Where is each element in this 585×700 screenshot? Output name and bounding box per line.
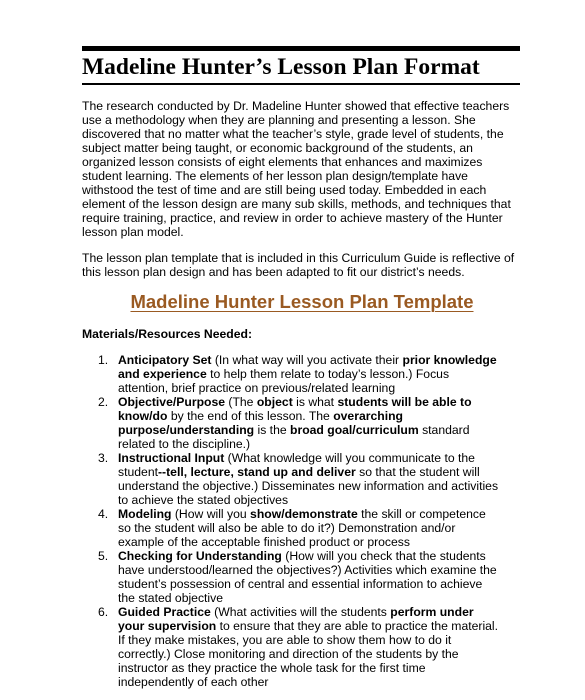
list-item-text [118, 549, 501, 605]
title-bottom-rule [82, 83, 520, 85]
list-item-text [118, 353, 501, 395]
materials-label: Materials/Resources Needed: [82, 327, 253, 341]
list-item-number: 4. [98, 507, 109, 521]
list-item-text [118, 605, 501, 689]
list-item-text [118, 395, 501, 451]
bold-text: object [256, 395, 293, 409]
steps-list [0, 353, 585, 689]
text: to ensure that they are able to practice the material. If they make mistakes, you are able to show them how to do it correctly.) Close monitoring and direction of the students by the instructor as they practice the whole task for the first time independently of each other [118, 619, 499, 689]
bold-text: Modeling [118, 507, 172, 521]
text: (The [225, 395, 257, 409]
list-item-number: 2. [98, 395, 109, 409]
text: (What knowledge will you communicate to the student [118, 451, 475, 479]
template-paragraph: The lesson plan template that is included in this Curriculum Guide is reflective of this lesson plan design and has been adapted to fit our district’s needs. [82, 251, 515, 279]
text: is what [292, 395, 338, 409]
bold-text: prior knowledge and experience [118, 353, 497, 381]
bold-text: show/demonstrate [250, 507, 358, 521]
list-item-number: 5. [98, 549, 109, 563]
list-item-number: 1. [98, 353, 109, 367]
title-top-rule [82, 46, 520, 51]
text: is the [254, 423, 291, 437]
bold-text: --tell, lecture, stand up and deliver [157, 465, 356, 479]
list-item [0, 451, 585, 507]
list-item [0, 507, 585, 549]
text: (How will you check that the students have understood/learned the objectives?) Activities which examine the student’s possession of central and essential information to achieve the stated objective [118, 549, 497, 605]
text: by the end of this lesson. The [167, 409, 334, 423]
bold-text: Instructional Input [118, 451, 225, 465]
bold-text: Objective/Purpose [118, 395, 226, 409]
document-title: Madeline Hunter’s Lesson Plan Format [82, 54, 480, 80]
list-item [0, 549, 585, 605]
list-item-text [118, 507, 501, 549]
text: so that the student will understand the objective.) Disseminates new information and activities to achieve the stated objectives [118, 465, 499, 507]
bold-text: Anticipatory Set [118, 353, 212, 367]
text: (In what way will you activate their [211, 353, 400, 367]
list-item [0, 395, 585, 451]
text: to help them relate to today’s lesson.) Focus attention, brief practice on previous/related learning [118, 367, 450, 395]
template-title: Madeline Hunter Lesson Plan Template [130, 291, 474, 312]
text: (What activities will the students [210, 605, 391, 619]
list-item-text [118, 451, 501, 507]
bold-text: broad goal/curriculum [290, 423, 419, 437]
bold-text: overarching purpose/understanding [118, 409, 403, 437]
text: the skill or competence so the student will also be able to do it?) Demonstration and/or example of the acceptable finished product or process [118, 507, 486, 549]
list-item [0, 605, 585, 689]
list-item [0, 353, 585, 395]
intro-paragraph: The research conducted by Dr. Madeline Hunter showed that effective teachers use a methodology when they are planning and presenting a lesson. She discovered that no matter what the teacher’s style, grade level of students, the subject matter being taught, or economic background of the students, an organized lesson consists of eight elements that enhances and maximizes student learning. The elements of her lesson plan design/template have withstood the test of time and are still being used today. Embedded in each element of the lesson design are many sub skills, methods, and techniques that require training, practice, and review in order to achieve mastery of the Hunter lesson plan model. [82, 99, 511, 239]
text: (How will you [171, 507, 251, 521]
list-item-number: 6. [98, 605, 109, 619]
bold-text: perform under your supervision [118, 605, 474, 633]
bold-text: students will be able to know/do [118, 395, 472, 423]
bold-text: Checking for Understanding [118, 549, 282, 563]
list-item-number: 3. [98, 451, 109, 465]
text: standard related to the discipline.) [118, 423, 470, 451]
bold-text: Guided Practice [118, 605, 211, 619]
